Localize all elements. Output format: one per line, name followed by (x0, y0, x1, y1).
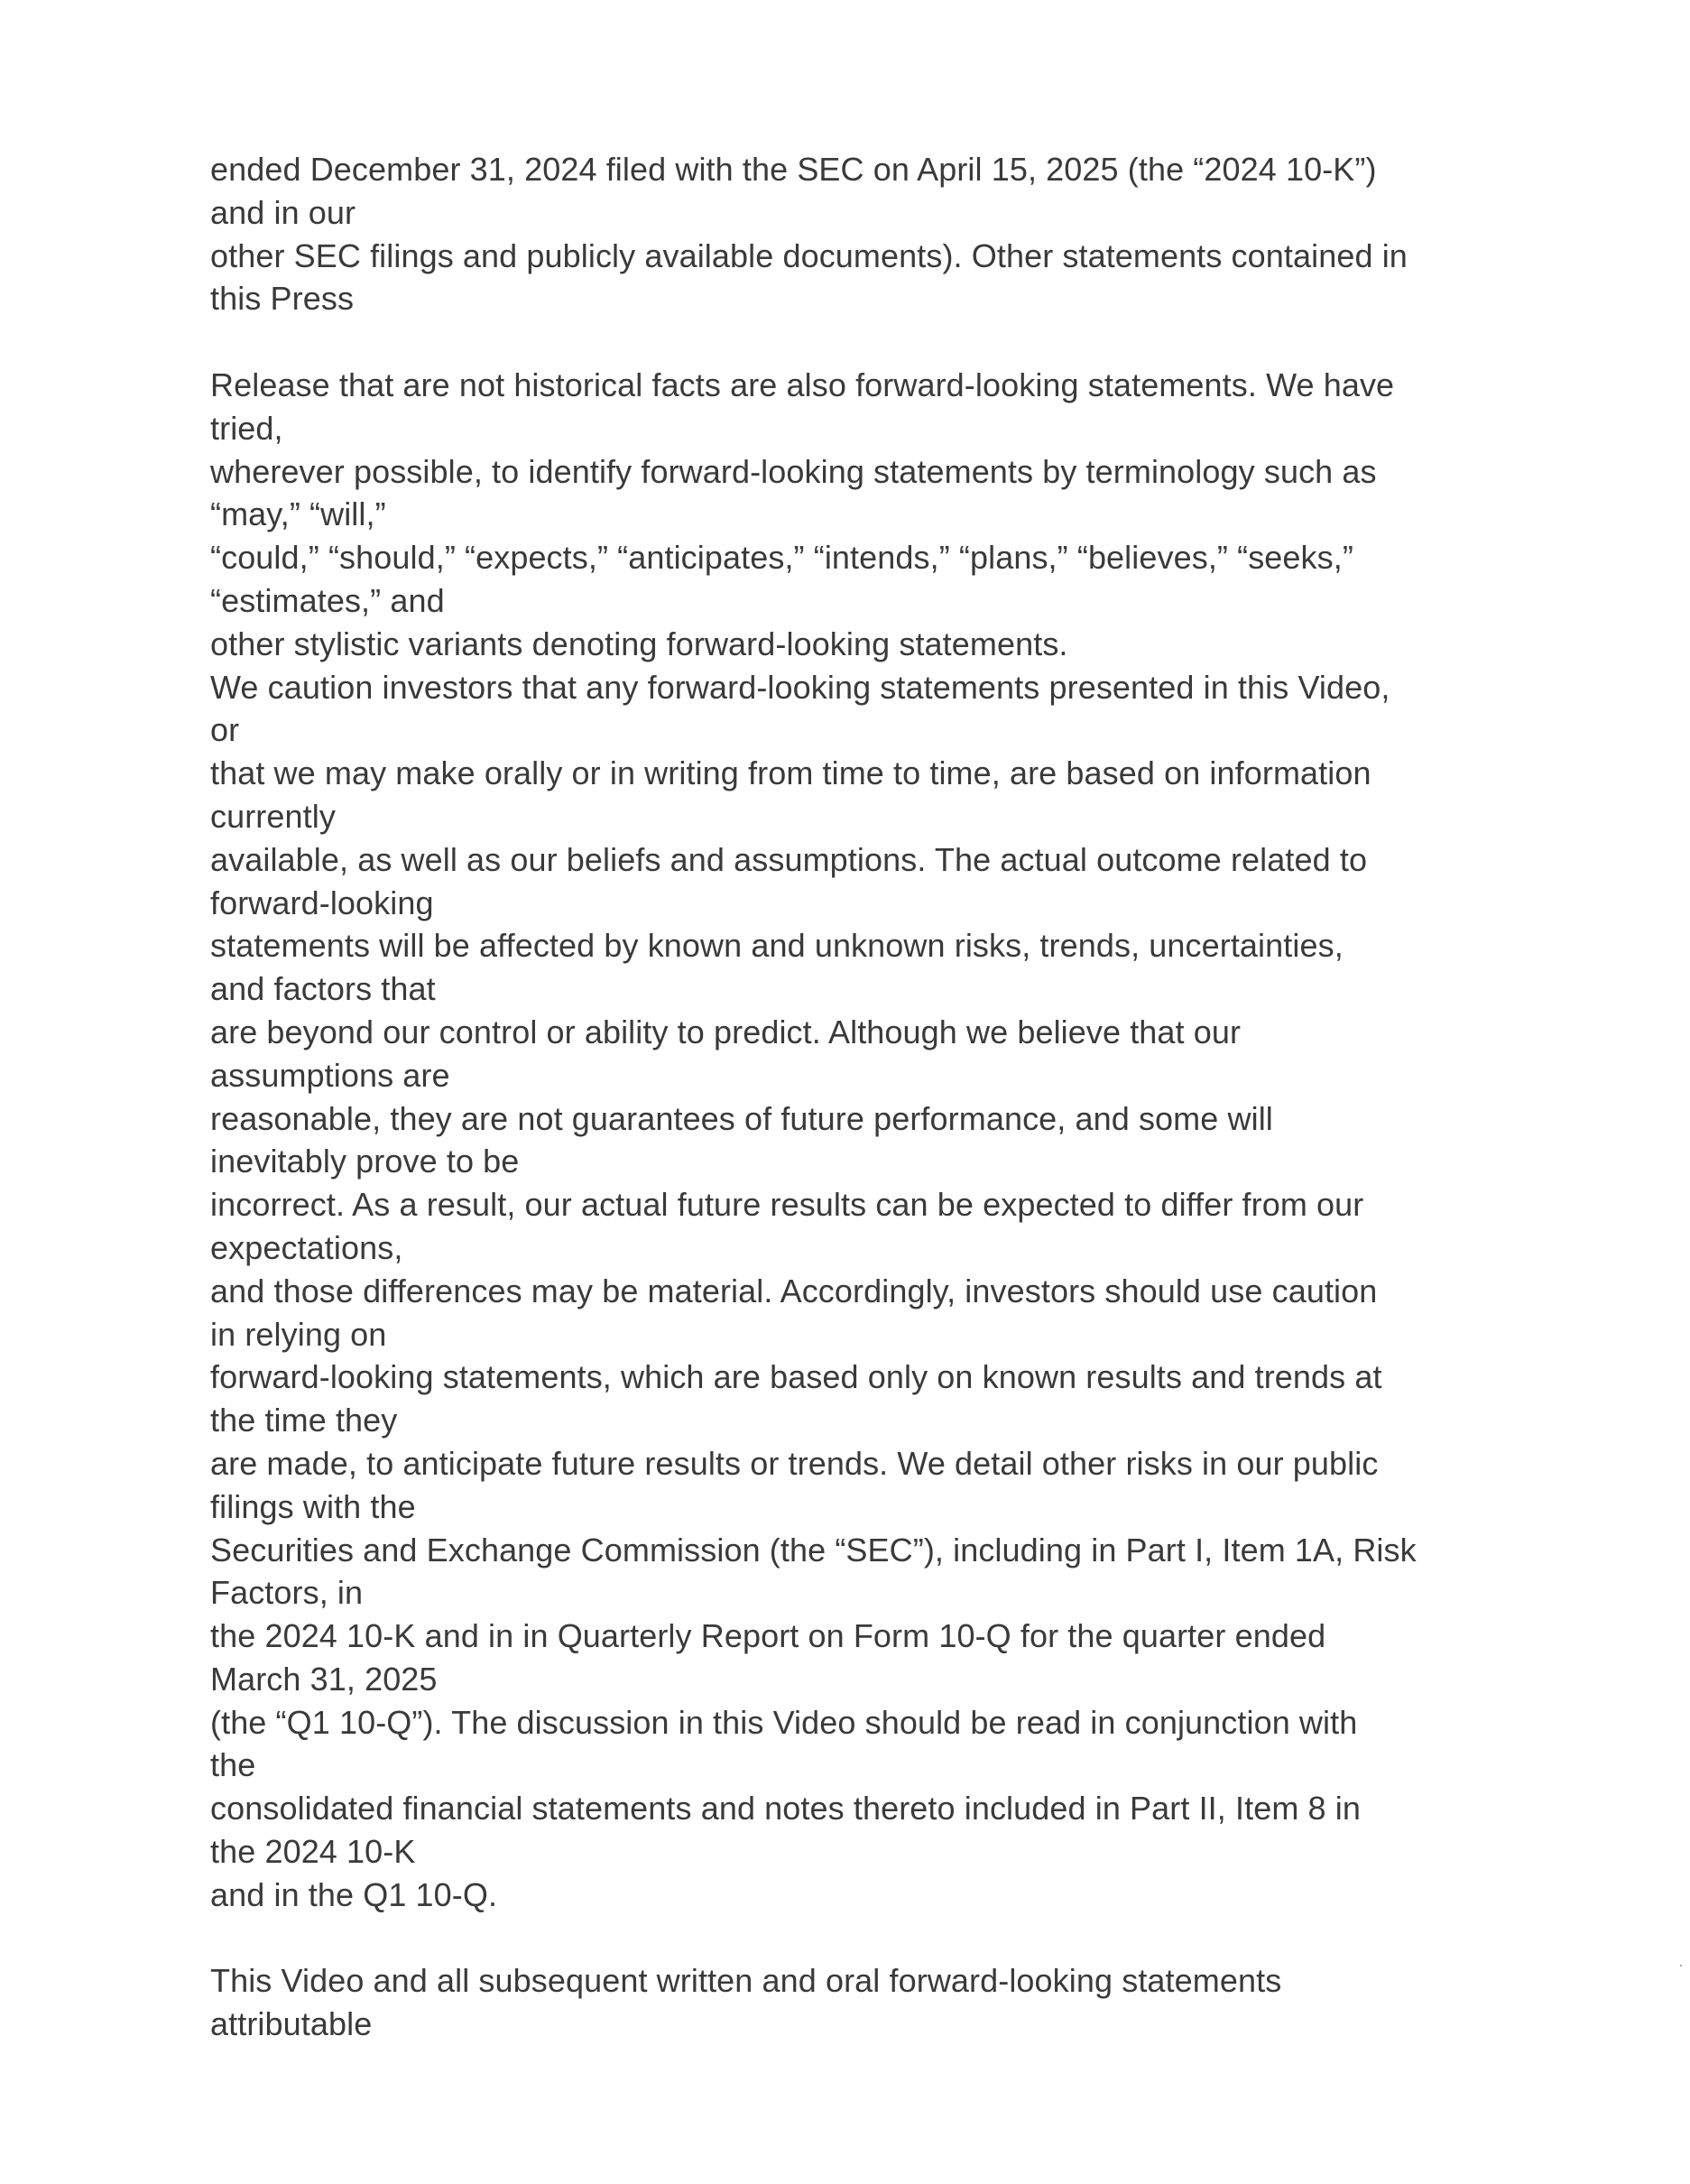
text-line: forward-looking (210, 884, 434, 921)
text-line: This Video and all subsequent written and oral forward-looking statements (210, 1962, 1282, 2000)
text-line: other SEC filings and publicly available documents). Other statements contained in (210, 236, 1408, 274)
text-line: attributable (210, 2005, 373, 2043)
text-line: ended December 31, 2024 filed with the SEC on April 15, 2025 (the “2024 10-K”) (210, 151, 1377, 188)
text-line: and factors that (210, 970, 436, 1008)
text-line: filings with the (210, 1487, 416, 1525)
text-line: “could,” “should,” “expects,” “anticipates,” “intends,” “plans,” “believes,” “seeks,” (210, 539, 1353, 577)
text-line: inevitably prove to be (210, 1143, 520, 1180)
text-line: Release that are not historical facts are also forward-looking statements. We have (210, 366, 1395, 403)
text-line: “may,” “will,” (210, 495, 386, 533)
text-line: (the “Q1 10-Q”). The discussion in this Video should be read in conjunction with (210, 1703, 1358, 1741)
text-line: other stylistic variants denoting forward-looking statements. (210, 625, 1068, 662)
text-line: are made, to anticipate future results or trends. We detail other risks in our public (210, 1444, 1379, 1482)
text-line: wherever possible, to identify forward-looking statements by terminology such as (210, 452, 1377, 490)
text-line: the (210, 1746, 256, 1784)
text-line: Securities and Exchange Commission (the “SEC”), including in Part I, Item 1A, Risk (210, 1531, 1417, 1569)
text-line: assumptions are (210, 1056, 450, 1094)
text-line: expectations, (210, 1228, 403, 1266)
text-line: Factors, in (210, 1574, 364, 1612)
document-body-text (210, 148, 1510, 2046)
paragraph-gap (210, 320, 1510, 364)
text-line: and in our (210, 193, 356, 231)
text-line: that we may make orally or in writing from time to time, are based on information (210, 754, 1371, 792)
text-line: currently (210, 797, 336, 835)
text-line: consolidated financial statements and notes thereto included in Part II, Item 8 in (210, 1790, 1361, 1828)
text-line: incorrect. As a result, our actual future results can be expected to differ from our (210, 1186, 1364, 1224)
paragraph-gap (210, 1917, 1510, 1960)
text-line: and in the Q1 10-Q. (210, 1875, 498, 1913)
text-line: in relying on (210, 1315, 387, 1353)
text-line: statements will be affected by known and unknown risks, trends, uncertainties, (210, 927, 1344, 965)
text-line: and those differences may be material. Accordingly, investors should use caution (210, 1272, 1378, 1309)
text-line: “estimates,” and (210, 581, 445, 619)
scan-speck (1680, 1965, 1682, 1967)
text-line: or (210, 711, 240, 749)
text-line: the 2024 10-K and in in Quarterly Report on Form 10-Q for the quarter ended (210, 1617, 1326, 1655)
text-line: the 2024 10-K (210, 1833, 416, 1871)
text-line: tried, (210, 409, 283, 447)
text-line: We caution investors that any forward-looking statements presented in this Video, (210, 668, 1390, 706)
text-line: are beyond our control or ability to predict. Although we believe that our (210, 1013, 1242, 1050)
text-line: the time they (210, 1402, 398, 1439)
text-line: March 31, 2025 (210, 1660, 438, 1698)
text-line: available, as well as our beliefs and assumptions. The actual outcome related to (210, 840, 1368, 878)
text-line: forward-looking statements, which are based only on known results and trends at (210, 1358, 1382, 1396)
text-line: reasonable, they are not guarantees of future performance, and some will (210, 1099, 1273, 1137)
text-line: this Press (210, 280, 355, 318)
